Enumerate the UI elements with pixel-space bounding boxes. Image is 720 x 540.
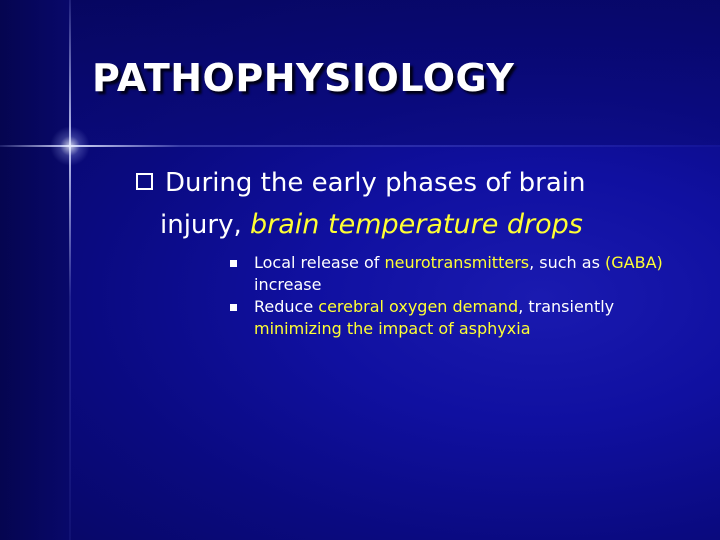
- square-bullet-icon: [230, 304, 237, 311]
- sub-bullet-text: [254, 297, 614, 338]
- highlight-run: neurotransmitters: [384, 253, 530, 272]
- checkbox-bullet-icon: [136, 173, 153, 190]
- main-bullet-emphasis: brain temperature drops: [250, 209, 583, 240]
- text-run: , such as: [529, 253, 606, 272]
- text-run: increase: [254, 275, 322, 294]
- sub-bullet-text: [254, 253, 663, 294]
- sub-bullet-list: [230, 252, 680, 340]
- text-run: Local release of: [254, 253, 385, 272]
- vertical-accent-line: [69, 0, 71, 540]
- sub-bullet-item: [230, 296, 680, 340]
- horizontal-accent-line: [0, 145, 720, 147]
- highlight-run: (GABA): [605, 253, 663, 272]
- text-run: Reduce: [254, 297, 319, 316]
- main-bullet-prefix: injury,: [160, 210, 251, 240]
- main-bullet-line1: During the early phases of brain: [165, 168, 586, 198]
- highlight-run: cerebral oxygen demand: [318, 297, 519, 316]
- left-panel: [0, 0, 70, 540]
- lens-flare: [50, 126, 90, 166]
- slide-title: PATHOPHYSIOLOGY: [92, 56, 515, 100]
- sub-bullet-item: [230, 252, 680, 296]
- highlight-run: minimizing the impact of asphyxia: [254, 319, 531, 338]
- main-bullet: [136, 162, 696, 246]
- square-bullet-icon: [230, 260, 237, 267]
- main-bullet-line2: [136, 204, 696, 246]
- text-run: , transiently: [518, 297, 615, 316]
